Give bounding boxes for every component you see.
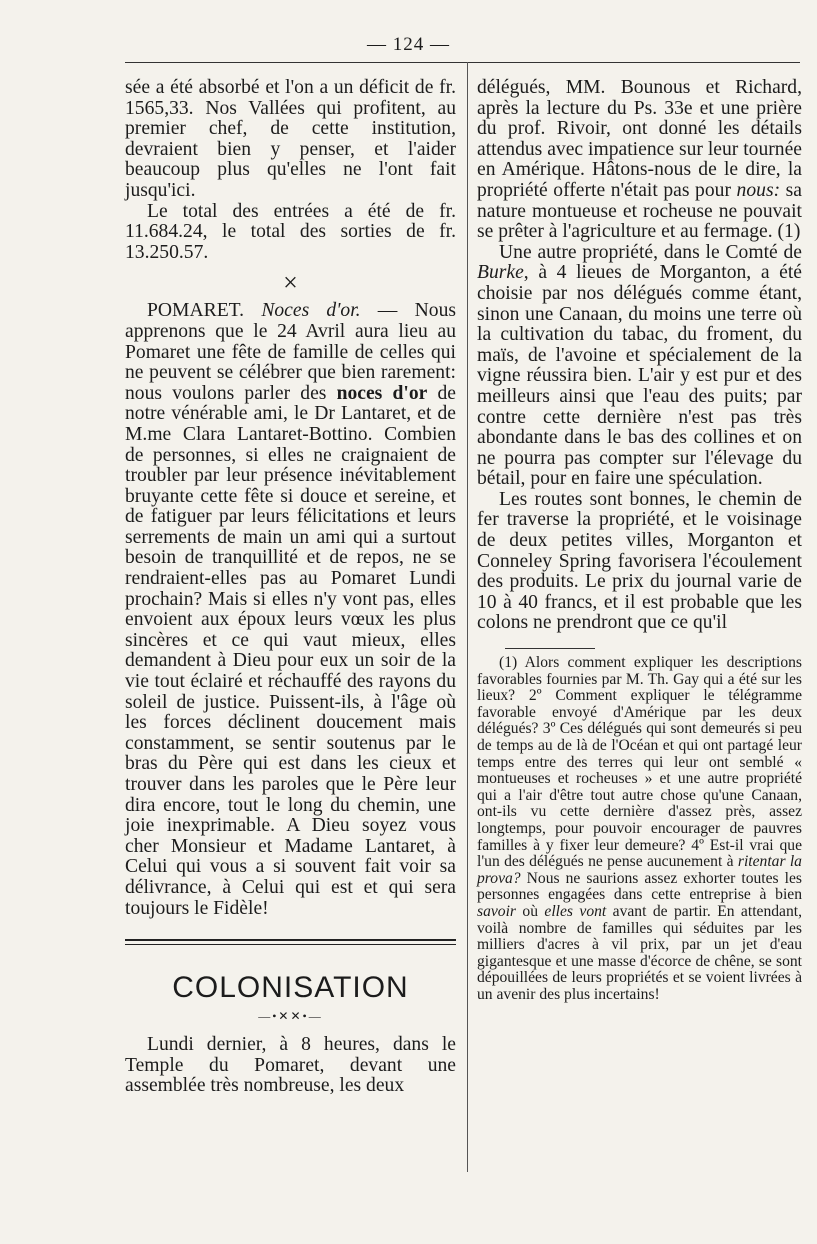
title-ornament: —•✕✕•— xyxy=(258,1009,323,1024)
text-run: Nous ne saurions assez exhorter toutes les personnes engagées dans cette entreprise à bien xyxy=(477,869,802,904)
paragraph-deficit: sée a été absorbé et l'on a un déficit de fr. 1565,33. Nos Vallées qui profitent, au premier chef, de cette institution, devraient bien y penser, et l'aider beaucoup plus qu'elles ne l'ont fait jusqu'ici. xyxy=(125,77,456,201)
section-title: COLONISATION xyxy=(172,971,409,1005)
paragraph-pomaret xyxy=(125,301,456,919)
page-number: — 124 — xyxy=(367,34,450,55)
text-run: — Nous apprenons que le 24 Avril aura lieu au Pomaret une fête de famille de celles qui ne peuvent se célébrer que bien rarement: nous voulons parler des xyxy=(125,300,456,404)
paragraph-property xyxy=(477,243,802,490)
emphasis-text: savoir xyxy=(477,902,516,920)
text-run: sa nature montueuse et rocheuse ne pouvait se prêter à l'agriculture et au fermage. (1) xyxy=(477,179,802,243)
paragraph-roads: Les routes sont bonnes, le chemin de fer traverse la propriété, et le voisinage de deux petites villes, Morganton et Conneley Spring favorisera l'écoulement des produits. Le prix du journal varie de 10 à 40 francs, et il est probable que les colons ne prendront que ce qu'il xyxy=(477,488,802,634)
text-run: de notre vénérable ami, le Dr Lantaret, et de M.me Clara Lantaret-Bottino. Combien de personnes, si elles ne craignaient de troubler par leur présence inévitablement bruyante cette fête si douce et sereine, et de fatiguer par leurs félicitations et leurs serrements de main un ami qui a surtout besoin de tranquillité et de repos, ne se rendraient-elles pas au Pomaret Lundi prochain? Mais si elles n'y vont pas, elles envoient aux époux leurs vœux les plus sincères et ce qui vaut mieux, elles demandent à Dieu pour eux un soir de la vie tout éclairé et réchauffé des rayons du soleil de justice. Puissent-ils, à l'âge où les forces déclinent doucement mais constamment, se sentir soutenus par le bras du Père qui est dans les cieux et trouver dans les paroles que le Père leur dira encore, tout le long du chemin, une joie inexprimable. A Dieu soyez vous cher Monsieur et Madame Lantaret, à Celui qui vous a si souvent fait voir sa délivrance, à Celui qui est et qui sera toujours le Fidèle! xyxy=(125,382,456,919)
text-run: où xyxy=(515,902,545,920)
emphasis-text: elles vont xyxy=(544,902,607,920)
paragraph-totals: Le total des entrées a été de fr. 11.684.24, le total des sorties de fr. 13.250.57. xyxy=(125,200,456,263)
column-divider xyxy=(467,62,468,1172)
place-name: POMARET. xyxy=(147,300,245,322)
paragraph-delegates xyxy=(477,78,802,243)
text-run: Une autre propriété, dans le Comté de xyxy=(499,241,802,263)
left-column xyxy=(125,78,456,1097)
paragraph-colonisation: Lundi dernier, à 8 heures, dans le Temple du Pomaret, devant une assemblée très nombreuse, les deux xyxy=(125,1034,456,1097)
header-rule xyxy=(125,62,800,63)
text-run: (1) Alors comment expliquer les descriptions favorables fournies par M. Th. Gay qui a été sur les lieux? 2º Comment expliquer le télégramme favorable envoyé d'Amérique par les deux délégués? 3º Ces délégués qui sont demeurés si peu de temps au de là de l'Océan et qui ont partagé leur temps entre des terres qui leur ont semblé « montueuses et rocheuses » et une autre propriété qui a l'air d'être tout autre chose qu'une Canaan, ont-ils vu cette dernière d'assez près, assez longtemps, pour pouvoir encourager de pauvres familles à y fixer leur demeure? 4º Est-il vrai que l'un des délégués ne pense aucunement à xyxy=(477,654,802,871)
emphasis-text: ritentar la prova? xyxy=(477,853,802,887)
emphasis-text: Burke xyxy=(477,262,524,284)
text-run: délégués, MM. Bounous et Richard, après la lecture du Ps. 33e et une prière du prof. Rivoir, ont donné les détails attendus avec impatience sur leur tournée en Amérique. Hâtons-nous de le dire, la propriété offerte n'était pas pour xyxy=(477,77,802,201)
double-rule xyxy=(125,939,456,945)
emphasis-text: noces d'or xyxy=(336,382,428,404)
article-heading: Noces d'or. xyxy=(261,300,361,322)
text-run: avant de partir. En attendant, voilà nombre de familles qui séduites par les milliers d'acres à vil prix, par un jet d'eau gigantesque et une masse d'écorce de chêne, se sont dépouillées de leurs propriétés et se voient livrées à un avenir des plus incertains! xyxy=(477,902,802,1003)
emphasis-text: nous: xyxy=(736,179,781,201)
footnote-rule xyxy=(505,648,595,649)
footnote xyxy=(477,655,802,1003)
section-separator: × xyxy=(283,268,298,298)
text-run: , à 4 lieues de Morganton, a été choisie par nos délégués comme étant, sinon une Canaan, du moins une terre où la cultivation du tabac, du froment, du maïs, de l'avoine et spécialement de la vigne réussira bien. L'air y est pur et des meilleurs ainsi que l'eau des puits; par contre cette dernière n'est pas très abondante dans le bas des collines et on ne pourra pas compter sur l'élevage du bétail, pour en faire une spéculation. xyxy=(477,262,802,490)
right-column xyxy=(477,78,802,1004)
